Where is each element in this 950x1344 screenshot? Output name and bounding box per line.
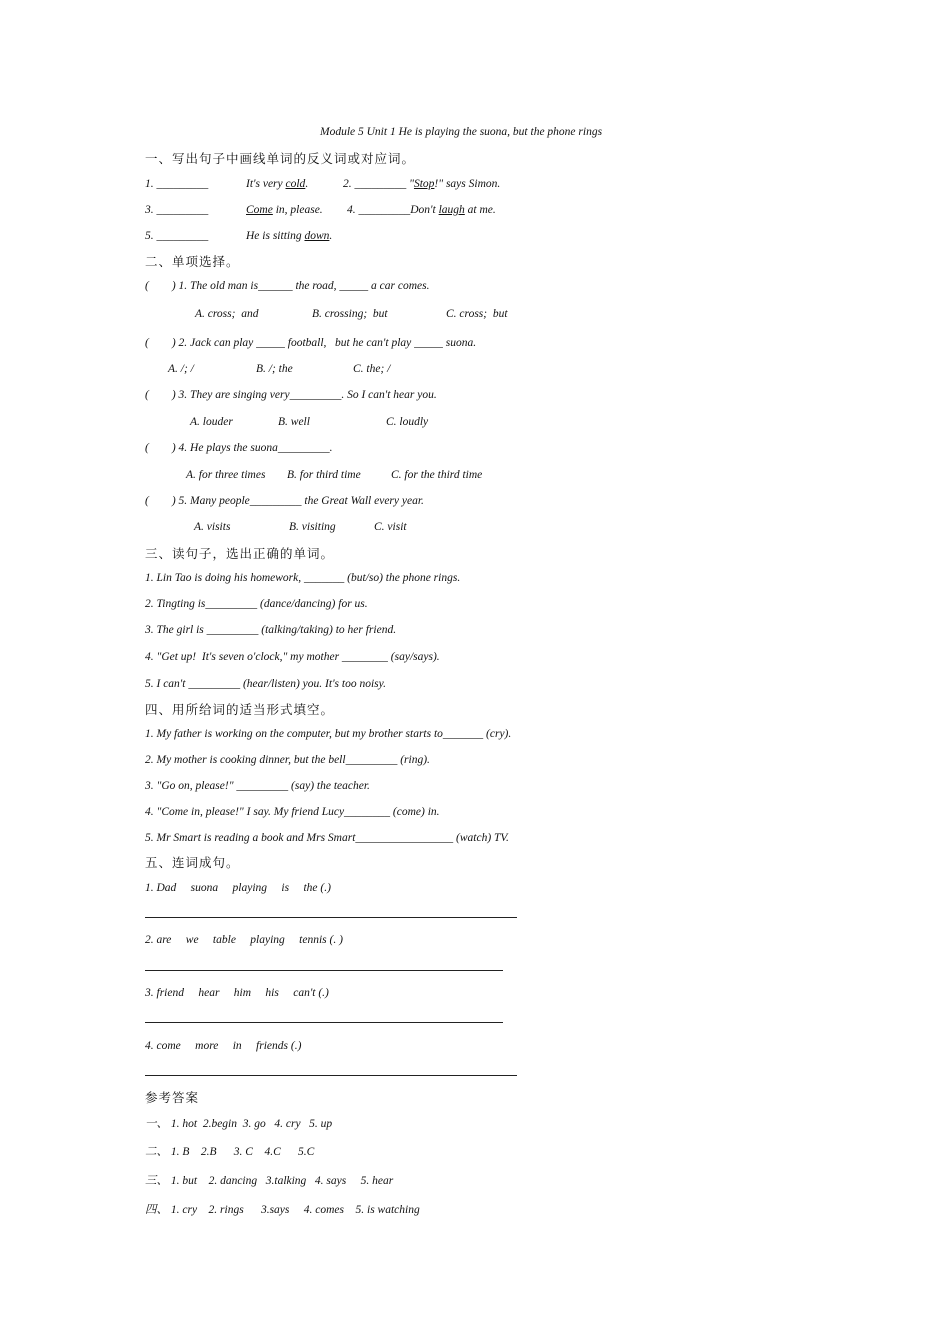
- s1-item-4-number: 4. _________: [347, 204, 411, 216]
- s3-line-1: 1. Lin Tao is doing his homework, _______ (but/so) the phone rings.: [145, 572, 461, 584]
- s1-item-4-pre: Don't: [410, 204, 439, 216]
- s4-line-1: 1. My father is working on the computer, but my brother starts to_______ (cry).: [145, 728, 512, 740]
- s5-line-4: 4. come more in friends (.): [145, 1040, 302, 1052]
- s1-item-3-word: Come: [246, 204, 273, 216]
- page-title: Module 5 Unit 1 He is playing the suona, but the phone rings: [320, 126, 603, 138]
- s2-q1-option-b: B. crossing; but: [312, 308, 388, 320]
- s1-item-2-number: 2. _________: [343, 178, 410, 190]
- answer-line-3: [145, 1022, 503, 1023]
- answers-line-3: 三、 1. but 2. dancing 3.talking 4. says 5. hear: [145, 1175, 394, 1187]
- s1-item-5-post: .: [329, 230, 333, 242]
- s1-item-4: [347, 202, 496, 218]
- s1-item-3: [145, 202, 208, 218]
- s2-q2-option-b: B. /; the: [256, 363, 293, 375]
- s5-line-1: 1. Dad suona playing is the (.): [145, 882, 331, 894]
- s4-line-2: 2. My mother is cooking dinner, but the bell_________ (ring).: [145, 754, 430, 766]
- s1-item-1-pre: It's very: [246, 178, 286, 190]
- s2-question-3: ( ) 3. They are singing very_________. So I can't hear you.: [145, 389, 437, 401]
- s2-question-2: ( ) 2. Jack can play _____ football, but he can't play _____ suona.: [145, 337, 477, 349]
- s1-item-5-sentence: [246, 228, 332, 244]
- s2-q3-option-c: C. loudly: [386, 416, 429, 428]
- s2-q2-option-c: C. the; /: [353, 363, 391, 375]
- s1-item-2-post: !" says Simon.: [434, 178, 501, 190]
- s2-q4-option-a: A. for three times: [186, 469, 266, 481]
- s1-item-3-post: in, please.: [272, 204, 323, 216]
- s1-item-2: [343, 176, 500, 192]
- s2-q1-option-c: C. cross; but: [446, 308, 508, 320]
- s2-q3-option-a: A. louder: [190, 416, 233, 428]
- s4-line-4: 4. "Come in, please!" I say. My friend Lucy________ (come) in.: [145, 806, 440, 818]
- s2-question-4: ( ) 4. He plays the suona_________.: [145, 442, 333, 454]
- s2-q3-option-b: B. well: [278, 416, 310, 428]
- s4-line-3: 3. "Go on, please!" _________ (say) the teacher.: [145, 780, 370, 792]
- s2-question-5: ( ) 5. Many people_________ the Great Wall every year.: [145, 495, 424, 507]
- s3-line-2: 2. Tingting is_________ (dance/dancing) for us.: [145, 598, 368, 610]
- s5-line-3: 3. friend hear him his can't (.): [145, 987, 329, 999]
- s2-q5-option-a: A. visits: [194, 521, 231, 533]
- answer-line-4: [145, 1075, 517, 1076]
- section4-heading: 四、用所给词的适当形式填空。: [145, 702, 335, 717]
- answers-line-1: 一、 1. hot 2.begin 3. go 4. cry 5. up: [145, 1118, 333, 1130]
- answer-line-1: [145, 917, 517, 918]
- s1-item-5-word: down: [304, 230, 330, 242]
- s1-item-1: [145, 176, 208, 192]
- section1-heading: 一、写出句子中画线单词的反义词或对应词。: [145, 151, 416, 166]
- s2-q1-option-a: A. cross; and: [195, 308, 259, 320]
- s2-q5-option-b: B. visiting: [289, 521, 336, 533]
- s1-item-5-pre: He is sitting: [246, 230, 305, 242]
- s1-item-2-word: Stop: [413, 178, 435, 190]
- s3-line-3: 3. The girl is _________ (talking/taking) to her friend.: [145, 624, 397, 636]
- s1-item-1-number: 1. _________: [145, 178, 209, 190]
- s1-item-4-post: at me.: [464, 204, 496, 216]
- s2-q4-option-c: C. for the third time: [391, 469, 483, 481]
- s1-item-3-sentence: [246, 202, 323, 218]
- s1-item-5: [145, 228, 208, 244]
- s1-item-4-word: laugh: [438, 204, 465, 216]
- s2-question-1: ( ) 1. The old man is______ the road, _____ a car comes.: [145, 280, 430, 292]
- s1-item-1-post: .: [305, 178, 309, 190]
- s3-line-5: 5. I can't _________ (hear/listen) you. It's too noisy.: [145, 678, 386, 690]
- answer-line-2: [145, 970, 503, 971]
- s3-line-4: 4. "Get up! It's seven o'clock," my mother ________ (say/says).: [145, 651, 440, 663]
- answers-line-2: 二、 1. B 2.B 3. C 4.C 5.C: [145, 1146, 315, 1158]
- s2-q5-option-c: C. visit: [374, 521, 407, 533]
- answers-heading: 参考答案: [145, 1090, 200, 1105]
- s1-item-1-sentence: [246, 176, 308, 192]
- s1-item-1-word: cold: [285, 178, 306, 190]
- section5-heading: 五、连词成句。: [145, 855, 240, 870]
- s1-item-2-pre: ": [409, 178, 414, 190]
- s2-q2-option-a: A. /; /: [168, 363, 194, 375]
- s2-q4-option-b: B. for third time: [287, 469, 361, 481]
- answers-line-4: 四、 1. cry 2. rings 3.says 4. comes 5. is watching: [145, 1204, 420, 1216]
- s1-item-3-number: 3. _________: [145, 204, 209, 216]
- s1-item-5-number: 5. _________: [145, 230, 209, 242]
- s4-line-5: 5. Mr Smart is reading a book and Mrs Smart_________________ (watch) TV.: [145, 832, 509, 844]
- section3-heading: 三、读句子，选出正确的单词。: [145, 546, 335, 561]
- section2-heading: 二、单项选择。: [145, 254, 240, 269]
- s5-line-2: 2. are we table playing tennis (. ): [145, 934, 343, 946]
